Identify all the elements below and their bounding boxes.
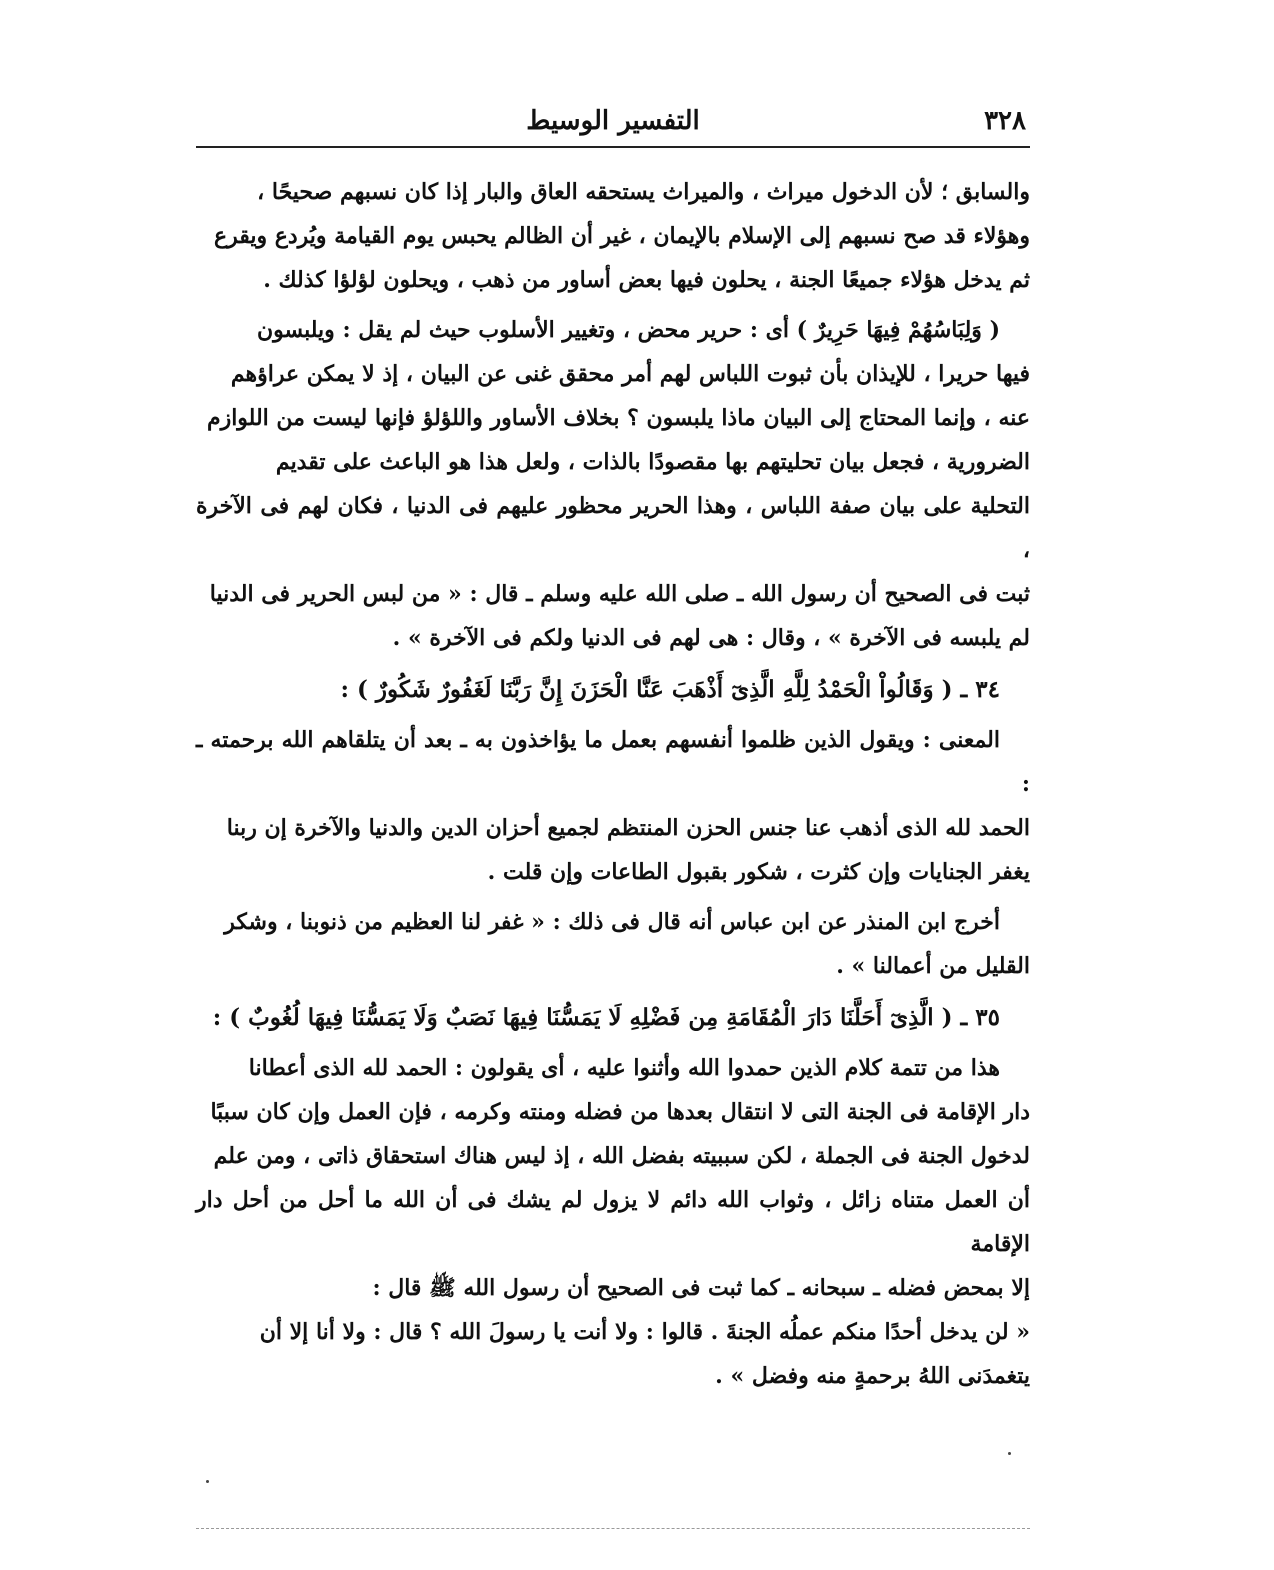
text-line: وهؤلاء قد صح نسبهم إلى الإسلام بالإيمان ، غير أن الظالم يحبس يوم القيامة ويُردع ويقرع (213, 223, 1030, 249)
text-line: لم يلبسه فى الآخرة » ، وقال : هى لهم فى الدنيا ولكم فى الآخرة » . (392, 625, 1030, 651)
text-line: لدخول الجنة فى الجملة ، لكن سببيته بفضل الله ، إذ ليس هناك استحقاق ذاتى ، ومن علم (213, 1143, 1030, 1169)
scan-speck (1008, 1452, 1011, 1455)
verse-34 (196, 666, 1030, 714)
paragraph-2 (196, 308, 1030, 660)
text-line: إلا بمحض فضله ـ سبحانه ـ كما ثبت فى الصحيح أن رسول الله ﷺ قال : (372, 1275, 1030, 1301)
page-number: ٣٢٨ (984, 106, 1026, 136)
page-body (196, 170, 1030, 1404)
text-line: يتغمدَنى اللهُ برحمةٍ منه وفضل » . (715, 1363, 1030, 1389)
scan-speck (206, 1480, 209, 1483)
text-line: عنه ، وإنما المحتاج إلى البيان ماذا يلبسون ؟ بخلاف الأساور واللؤلؤ فإنها ليست من اللوازم (206, 405, 1030, 431)
paragraph-4 (196, 900, 1030, 988)
text-line: أخرج ابن المنذر عن ابن عباس أنه قال فى ذلك : « غفر لنا العظيم من ذنوبنا ، وشكر (224, 909, 1000, 935)
verse-35 (196, 994, 1030, 1042)
verse-line: ٣٥ ـ ( الَّذِىٓ أَحَلَّنَا دَارَ الْمُقَامَةِ مِن فَضْلِهِ لَا يَمَسُّنَا فِيهَا نَصَبٌ وَلَا يَمَسُّنَا فِيهَا لُغُوبٌ ) : (212, 1004, 1000, 1031)
text-line: يغفر الجنايات وإن كثرت ، شكور بقبول الطاعات وإن قلت . (487, 859, 1030, 885)
scan-edge-line (196, 1528, 1030, 1529)
text-line: « لن يدخل أحدًا منكم عملُه الجنةَ . قالوا : ولا أنت يا رسولَ الله ؟ قال : ولا أنا إلا أن (259, 1319, 1030, 1345)
text-line: ثبت فى الصحيح أن رسول الله ـ صلى الله عليه وسلم ـ قال : « من لبس الحرير فى الدنيا (209, 581, 1030, 607)
text-line: المعنى : ويقول الذين ظلموا أنفسهم بعمل ما يؤاخذون به ـ بعد أن يتلقاهم الله برحمته ـ : (196, 727, 1030, 797)
text-line: فيها حريرا ، للإيذان بأن ثبوت اللباس لهم أمر محقق غنى عن البيان ، إذ لا يمكن عراؤهم (230, 361, 1030, 387)
running-title: التفسير الوسيط (526, 106, 700, 136)
paragraph-1 (196, 170, 1030, 302)
verse-line: ٣٤ ـ ( وَقَالُواْ الْحَمْدُ لِلَّهِ الَّذِىٓ أَذْهَبَ عَنَّا الْحَزَنَ إِنَّ رَبَّنَا لَغَفُورٌ شَكُورٌ ) : (340, 676, 1000, 703)
text-line: دار الإقامة فى الجنة التى لا انتقال بعدها من فضله ومنته وكرمه ، فإن العمل وإن كان سببًا (210, 1099, 1030, 1125)
text-line: ثم يدخل هؤلاء جميعًا الجنة ، يحلون فيها بعض أساور من ذهب ، ويحلون لؤلؤا كذلك . (263, 267, 1030, 293)
text-line: الضرورية ، فجعل بيان تحليتهم بها مقصودًا بالذات ، ولعل هذا هو الباعث على تقديم (275, 449, 1030, 475)
text-line: والسابق ؛ لأن الدخول ميراث ، والميراث يستحقه العاق والبار إذا كان نسبهم صحيحًا ، (257, 179, 1030, 205)
header-rule (196, 146, 1030, 148)
paragraph-3 (196, 718, 1030, 894)
paragraph-5 (196, 1046, 1030, 1398)
text-line: التحلية على بيان صفة اللباس ، وهذا الحرير محظور عليهم فى الدنيا ، فكان لهم فى الآخرة ، (196, 493, 1030, 563)
text-line: الحمد لله الذى أذهب عنا جنس الحزن المنتظم لجميع أحزان الدين والدنيا والآخرة إن ربنا (226, 815, 1030, 841)
page-header (196, 102, 1030, 142)
text-line: القليل من أعمالنا » . (836, 953, 1030, 979)
text-line: هذا من تتمة كلام الذين حمدوا الله وأثنوا عليه ، أى يقولون : الحمد لله الذى أعطانا (248, 1055, 1000, 1081)
text-line: ( وَلِبَاسُهُمْ فِيهَا حَرِيرٌ ) أى : حرير محض ، وتغيير الأسلوب حيث لم يقل : ويلبسون (256, 317, 1000, 343)
text-line: أن العمل متناه زائل ، وثواب الله دائم لا يزول لم يشك فى أن الله ما أحل من أحل دار الإقامة (196, 1187, 1030, 1257)
